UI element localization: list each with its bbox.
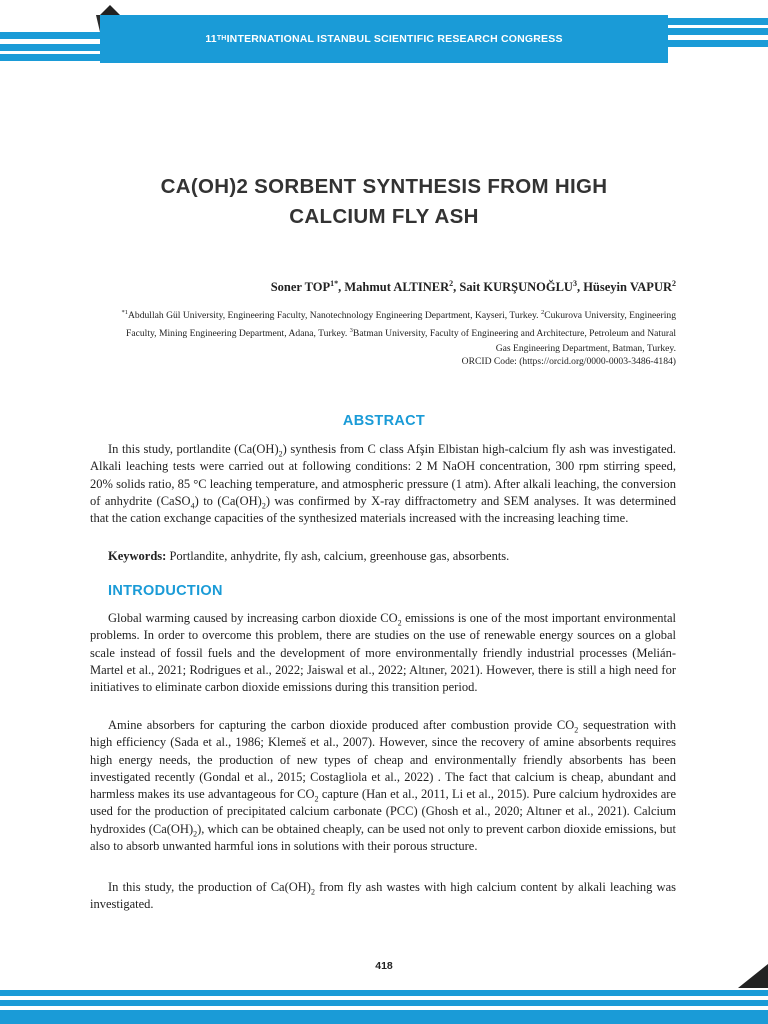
author-1: Soner TOP xyxy=(270,280,331,295)
abstract-text-4: ) was confirmed by X-ray diffractometry and SEM analyses. It was determined that the cation exchange capacities of the synthesized materials increased with the increasing leaching time. xyxy=(90,493,676,526)
intro-paragraph-1 xyxy=(90,610,676,696)
intro-paragraph-3 xyxy=(90,879,676,914)
author-2-affil: 2 xyxy=(449,279,454,288)
paper-title xyxy=(84,172,684,232)
header-triangle-left xyxy=(100,5,120,15)
author-3-affil: 3 xyxy=(572,279,577,288)
keywords xyxy=(90,549,676,564)
congress-title xyxy=(100,15,668,63)
footer-decoration xyxy=(0,964,768,1024)
footer-triangle xyxy=(738,964,768,988)
affiliations xyxy=(116,305,676,356)
header-stripe-left-3 xyxy=(0,54,100,61)
intro-p3-text-a: In this study, the production of Ca(OH) xyxy=(108,880,311,894)
header-stripe-right-2 xyxy=(668,28,768,35)
author-3: , Sait KURŞUNOĞLU xyxy=(453,280,573,295)
congress-number: 11 xyxy=(205,33,217,45)
intro-p1-sub: 2 xyxy=(397,618,402,628)
intro-p2-sub-c: 2 xyxy=(193,829,198,839)
congress-name: INTERNATIONAL ISTANBUL SCIENTIFIC RESEARCH CONGRESS xyxy=(226,33,563,45)
intro-p1-text-a: Global warming caused by increasing carbon dioxide CO xyxy=(108,611,398,625)
affil-3: Batman University, Faculty of Engineering and Architecture, Petroleum and Natural Gas Engineering Department, Batman, Turkey. xyxy=(352,328,676,355)
congress-header xyxy=(0,0,768,70)
intro-p2-text-a: Amine absorbers for capturing the carbon dioxide produced after combustion provide CO xyxy=(108,718,575,732)
intro-paragraph-2 xyxy=(90,717,676,855)
keywords-text: Portlandite, anhydrite, fly ash, calcium, greenhouse gas, absorbents. xyxy=(166,549,510,563)
affil-3-marker: 3 xyxy=(349,327,353,335)
congress-number-suffix: TH xyxy=(216,34,227,42)
author-2: , Mahmut ALTINER xyxy=(338,280,450,295)
intro-p2-sub-b: 2 xyxy=(314,794,319,804)
abstract-text-1: In this study, portlandite (Ca(OH) xyxy=(108,442,279,456)
intro-p2-text-d: ), which can be obtained cheaply, can be used not only to prevent carbon dioxide emissions, but also to absorb unwanted harmful ions in solutions with their porous structure. xyxy=(90,821,676,854)
author-list xyxy=(271,279,676,295)
affil-2: Cukurova University, Engineering Faculty, Mining Engineering Department, Adana, Turkey. xyxy=(126,310,676,340)
intro-p3-text-b: from fly ash wastes with high calcium content by alkali leaching was investigated. xyxy=(90,880,676,912)
affil-2-marker: 2 xyxy=(540,309,545,316)
affil-1: Abdullah Gül University, Engineering Faculty, Nanotechnology Engineering Department, Kayseri, Turkey. xyxy=(127,310,541,322)
paper-title-line-1: CA(OH)2 SORBENT SYNTHESIS FROM HIGH xyxy=(160,175,608,198)
header-stripe-left-1 xyxy=(0,32,100,39)
header-stripe-left-2 xyxy=(0,44,100,51)
intro-p2-text-c: capture (Han et al., 2011, Li et al., 2015). Pure calcium hydroxides are used for the production of precipitated calcium carbonate (PCC) (Ghosh et al., 2020; Altıner et al., 2021). Calcium hydroxides (Ca(OH) xyxy=(90,787,676,836)
author-4-affil: 2 xyxy=(672,279,676,288)
abstract-text-2: ) synthesis from C class Afşin Elbistan high-calcium fly ash was investigated. Alkali leaching tests were carried out at following conditions: 2 M NaOH concentration, 300 rpm stirring speed, 20% solids ratio, 85 °C leaching temperature, and atmospheric pressure (1 atm). After alkali leaching, the conversion of anhydrite (CaSO xyxy=(90,442,677,508)
header-stripe-right-1 xyxy=(668,18,768,25)
intro-p1-text-b: emissions is one of the most important environmental problems. In order to overcome this problem, there are studies on the use of renewable energy sources on a global scale instead of fossil fuels and the development of more environmentally friendly industrial processes (Melián-Martel et al., 2021; Rodrigues et al., 2022; Jaiswal et al., 2022; Altıner, 2021). However, there is still a high need for initiatives to eliminate carbon dioxide emissions during this transition period. xyxy=(90,611,676,695)
introduction-heading: INTRODUCTION xyxy=(108,583,223,599)
author-4: , Hüseyin VAPUR xyxy=(576,280,672,295)
author-1-affil: 1* xyxy=(330,279,339,288)
keywords-label: Keywords: xyxy=(108,549,167,563)
abstract-paragraph xyxy=(90,441,676,527)
intro-p2-sub-a: 2 xyxy=(574,725,579,735)
paper-title-line-2: CALCIUM FLY ASH xyxy=(289,205,479,228)
affil-1-marker: *1 xyxy=(121,309,128,316)
abstract-heading: ABSTRACT xyxy=(342,413,426,429)
abstract-sub-1: 2 xyxy=(278,449,283,459)
header-stripe-right-3 xyxy=(668,40,768,47)
page-number: 418 xyxy=(375,960,393,972)
abstract-sub-2: 4 xyxy=(190,501,195,511)
intro-p2-text-b: sequestration with high efficiency (Sada et al., 1986; Klemeš et al., 2007). However, since the recovery of amine absorbents requires high energy needs, the production of new types of cheap and environmentally friendly absorbents has been investigated recently (Gondal et al., 2015; Costagliola et al., 2022) . The fact that calcium is cheap, abundant and harmless makes its use advantageous for CO xyxy=(90,718,676,802)
intro-p3-sub: 2 xyxy=(310,887,315,897)
abstract-text-3: ) to (Ca(OH) xyxy=(194,493,262,508)
orcid-code: ORCID Code: (https://orcid.org/0000-0003-3486-4184) xyxy=(461,356,676,367)
abstract-sub-3: 2 xyxy=(261,501,266,511)
